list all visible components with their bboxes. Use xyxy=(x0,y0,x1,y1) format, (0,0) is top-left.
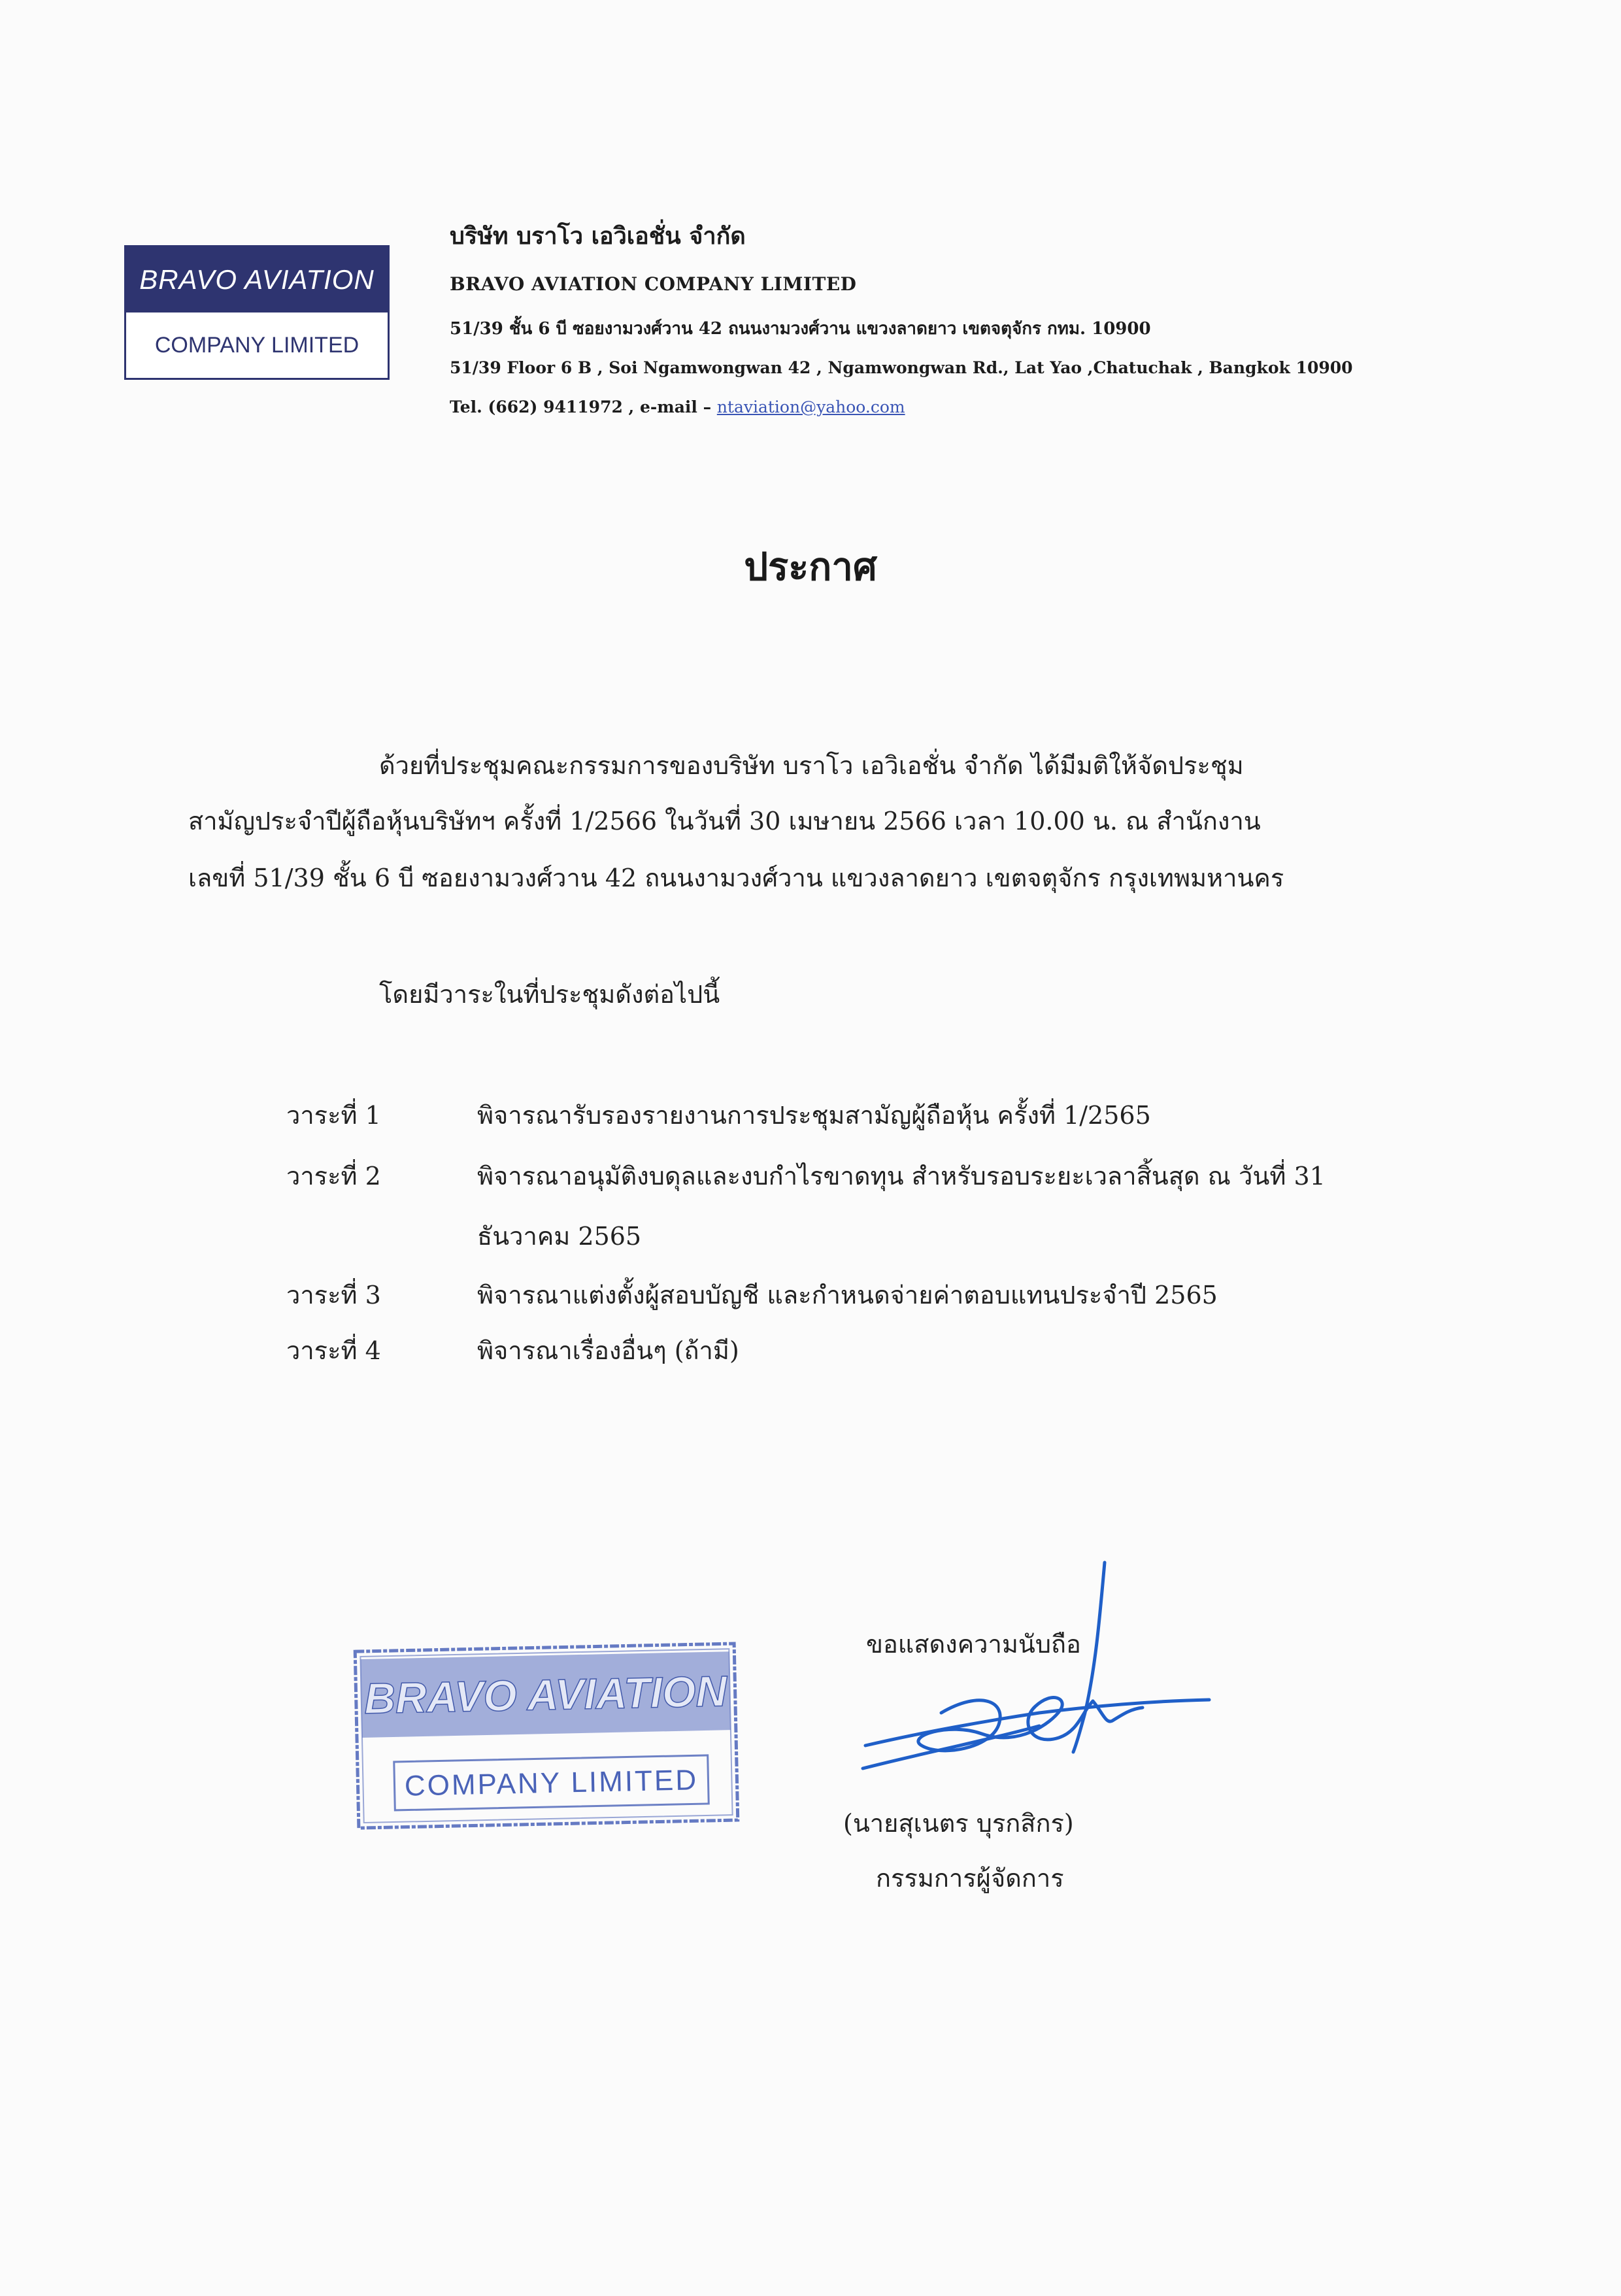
signatory-name: (นายสุเนตร บุรกสิกร) xyxy=(843,1809,1074,1838)
agenda-text-continued: ธันวาคม 2565 xyxy=(477,1222,642,1251)
body-line-3: เลขที่ 51/39 ชั้น 6 บี ซอยงามวงศ์วาน 42 ถนนงามวงศ์วาน แขวงลาดยาว เขตจตุจักร กรุงเทพมหานคร xyxy=(188,864,1284,892)
company-address-english: 51/39 Floor 6 B , Soi Ngamwongwan 42 , Ngamwongwan Rd., Lat Yao ,Chatuchak , Bangkok 10900 xyxy=(450,358,1353,377)
agenda-intro: โดยมีวาระในที่ประชุมดังต่อไปนี้ xyxy=(379,980,720,1009)
agenda-number: วาระที่ 2 xyxy=(286,1162,381,1190)
agenda-text: พิจารณาเรื่องอื่นๆ (ถ้ามี) xyxy=(477,1336,739,1365)
signatory-position: กรรมการผู้จัดการ xyxy=(876,1864,1064,1893)
company-logo xyxy=(124,245,390,380)
logo-top-text: BRAVO AVIATION xyxy=(126,247,388,312)
body-line-1: ด้วยที่ประชุมคณะกรรมการของบริษัท บราโว เอวิเอชั่น จำกัด ได้มีมติให้จัดประชุม xyxy=(379,751,1244,780)
body-line-2: สามัญประจำปีผู้ถือหุ้นบริษัทฯ ครั้งที่ 1/2566 ในวันที่ 30 เมษายน 2566 เวลา 10.00 น. ณ สำนักงาน xyxy=(188,807,1261,836)
company-address-thai: 51/39 ชั้น 6 บี ซอยงามวงศ์วาน 42 ถนนงามวงศ์วาน แขวงลาดยาว เขตจตุจักร กทม. 10900 xyxy=(450,319,1151,339)
agenda-text: พิจารณารับรองรายงานการประชุมสามัญผู้ถือหุ้น ครั้งที่ 1/2565 xyxy=(477,1101,1151,1130)
agenda-number: วาระที่ 4 xyxy=(286,1336,381,1365)
handwritten-signature xyxy=(843,1549,1235,1811)
company-name-thai: บริษัท บราโว เอวิเอชั่น จำกัด xyxy=(450,222,746,250)
email-link[interactable]: ntaviation@yahoo.com xyxy=(716,397,905,416)
logo-bottom-text: COMPANY LIMITED xyxy=(154,332,359,358)
stamp-bottom-text: COMPANY LIMITED xyxy=(404,1764,699,1802)
company-contact xyxy=(450,397,905,416)
stamp-top-text: BRAVO AVIATION xyxy=(363,1666,727,1723)
agenda-text: พิจารณาแต่งตั้งผู้สอบบัญชี และกำหนดจ่ายค่าตอบแทนประจำปี 2565 xyxy=(477,1281,1218,1309)
company-stamp xyxy=(353,1641,745,1831)
document-title: ประกาศ xyxy=(744,545,877,589)
agenda-number: วาระที่ 1 xyxy=(286,1101,381,1130)
agenda-text: พิจารณาอนุมัติงบดุลและงบกำไรขาดทุน สำหรับรอบระยะเวลาสิ้นสุด ณ วันที่ 31 xyxy=(477,1162,1326,1190)
closing-text: ขอแสดงความนับถือ xyxy=(866,1630,1081,1659)
company-name-english: BRAVO AVIATION COMPANY LIMITED xyxy=(450,273,857,295)
agenda-number: วาระที่ 3 xyxy=(286,1281,381,1309)
telephone-text: Tel. (662) 9411972 , e-mail – xyxy=(450,397,717,416)
